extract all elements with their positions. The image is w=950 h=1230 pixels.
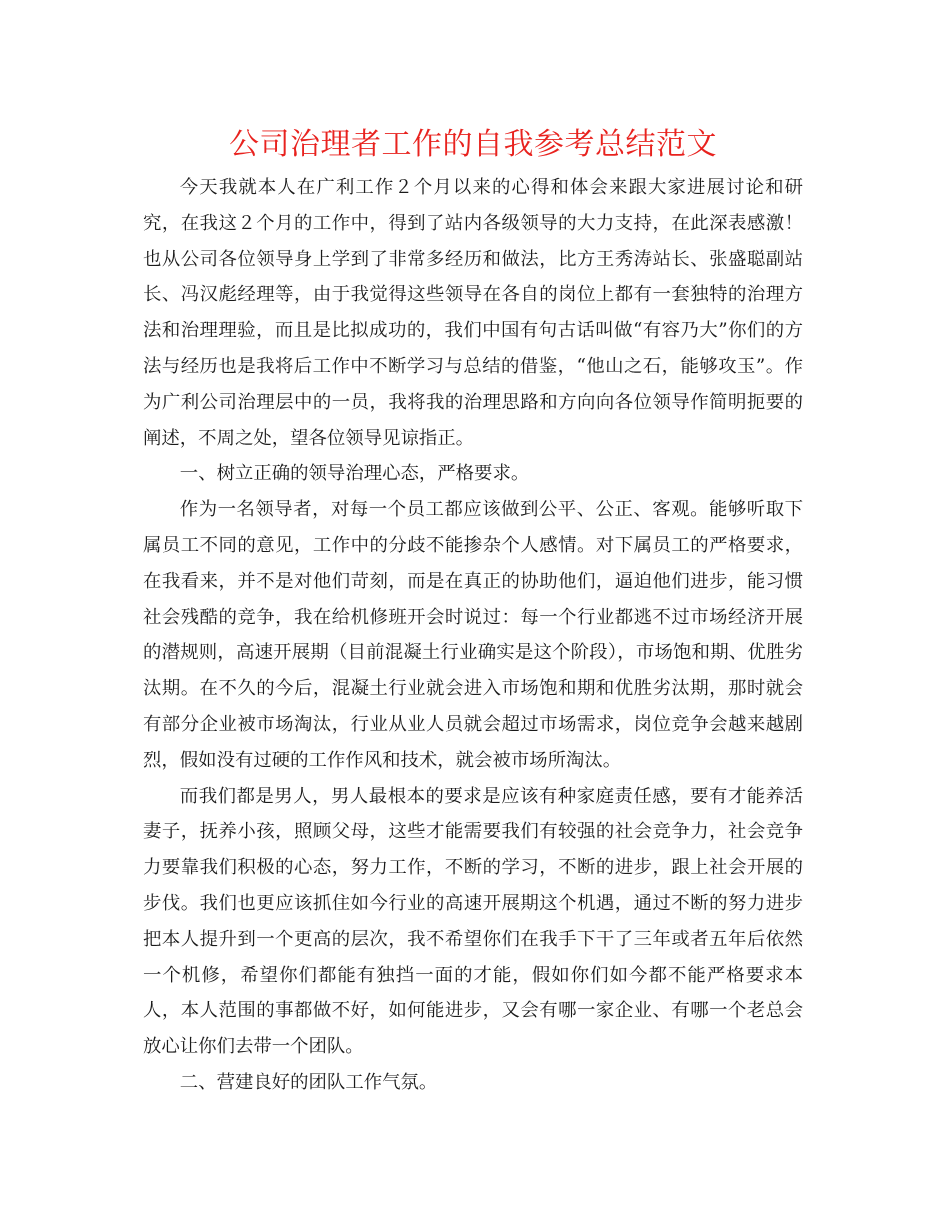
section-heading-2: 二、营建良好的团队工作气氛。: [179, 1071, 438, 1093]
document-page: [143, 120, 803, 1101]
paragraph-section-1: 作为一名领导者，对每一个员工都应该做到公平、公正、客观。能够听取下属员工不同的意见，工作中的分歧不能掺杂个人感情。对下属员工的严格要求，在我看来，并不是对他们苛刻，而是在真正的协助他们，逼迫他们进步，能习惯社会残酷的竞争，我在给机修班开会时说过：每一个行业都逃不过市场经济开展的潜规则，高速开展期（目前混凝土行业确实是这个阶段），市场饱和期、优胜劣汰期。在不久的今后，混凝土行业就会进入市场饱和期和优胜劣汰期，那时就会有部分企业被市场淘汰，行业从业人员就会超过市场需求，岗位竞争会越来越剧烈，假如没有过硬的工作作风和技术，就会被市场所淘汰。: [143, 499, 803, 771]
paragraph-intro: 今天我就本人在广利工作２个月以来的心得和体会来跟大家进展讨论和研究，在我这２个月的工作中，得到了站内各级领导的大力支持，在此深表感激！也从公司各位领导身上学到了非常多经历和做法，比方王秀涛站长、张盛聪副站长、冯汉彪经理等，由于我觉得这些领导在各自的岗位上都有一套独特的治理方法和治理理验，而且是比拟成功的，我们中国有句古话叫做“有容乃大”你们的方法与经历也是我将后工作中不断学习与总结的借鉴，“他山之石，能够攻玉”。作为广利公司治理层中的一员，我将我的治理思路和方向向各位领导作简明扼要的阐述，不周之处，望各位领导见谅指正。: [143, 177, 803, 449]
document-title: 公司治理者工作的自我参考总结范文: [229, 127, 717, 162]
section-heading-1: 一、树立正确的领导治理心态，严格要求。: [179, 463, 530, 485]
paragraph-section-1-continued: 而我们都是男人，男人最根本的要求是应该有种家庭责任感，要有才能养活妻子，抚养小孩，照顾父母，这些才能需要我们有较强的社会竞争力，社会竞争力要靠我们积极的心态，努力工作，不断的学习，不断的进步，跟上社会开展的步伐。我们也更应该抓住如今行业的高速开展期这个机遇，通过不断的努力进步把本人提升到一个更高的层次，我不希望你们在我手下干了三年或者五年后依然一个机修，希望你们都能有独挡一面的才能，假如你们如今都不能严格要求本人，本人范围的事都做不好，如何能进步，又会有哪一家企业、有哪一个老总会放心让你们去带一个团队。: [143, 785, 803, 1058]
